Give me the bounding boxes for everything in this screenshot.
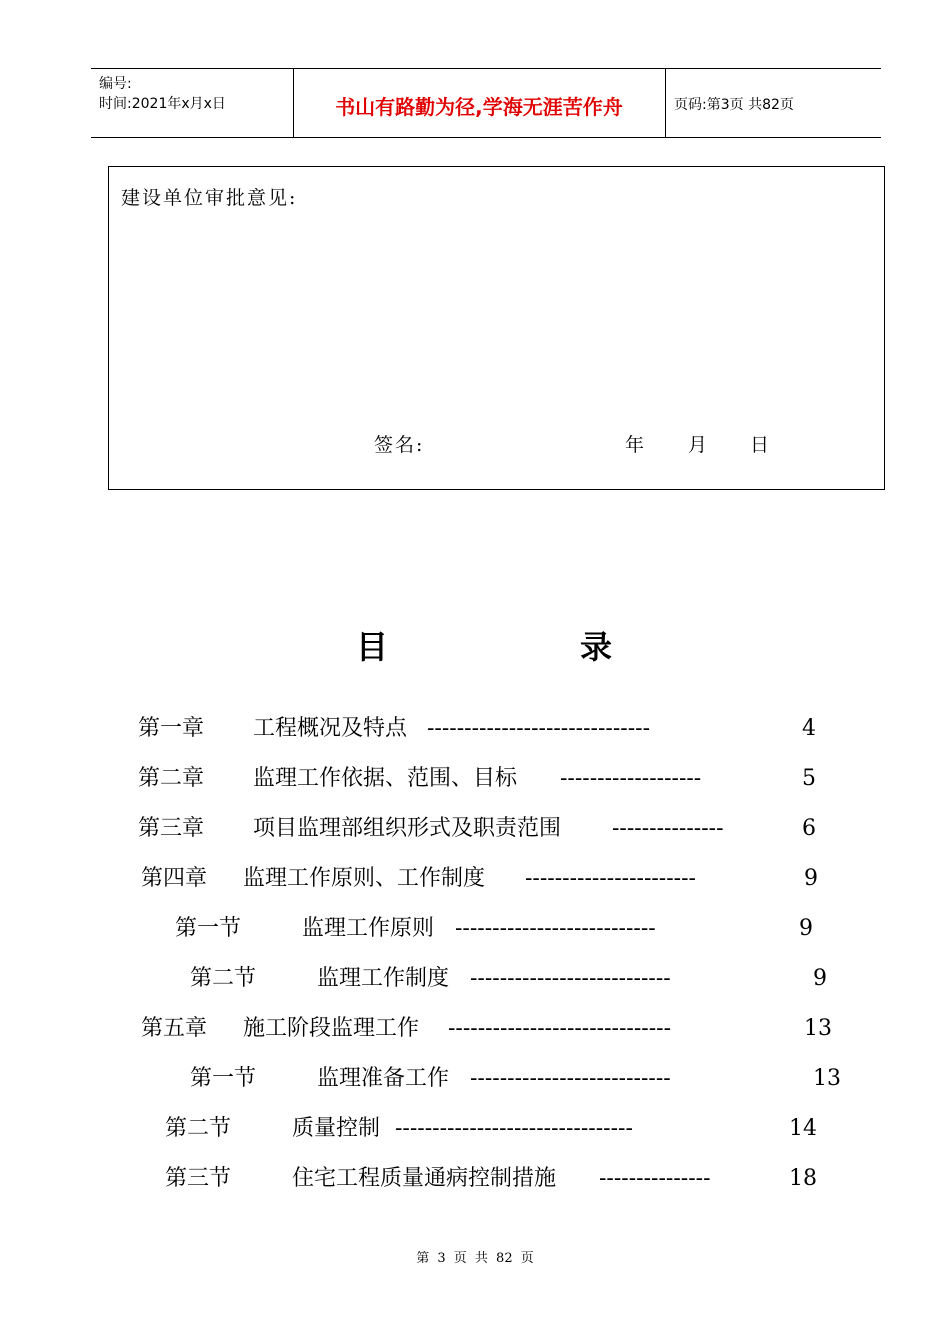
page-label: 页码:第3页 共82页 xyxy=(674,97,794,113)
toc-page: 5 xyxy=(802,766,816,791)
toc-title: 项目监理部组织形式及职责范围 xyxy=(253,816,562,841)
toc-page: 9 xyxy=(799,916,813,941)
header-motto-cell xyxy=(293,69,666,137)
toc-leader: ------------------------------ xyxy=(448,1016,672,1041)
toc-chapter: 第一节 xyxy=(190,1066,257,1091)
motto: 书山有路勤为径,学海无涯苦作舟 xyxy=(335,95,623,119)
toc-leader: -------------------------------- xyxy=(395,1116,633,1141)
approval-label: 建设单位审批意见: xyxy=(121,187,298,209)
toc-title: 施工阶段监理工作 xyxy=(243,1016,420,1041)
header-page-cell xyxy=(666,69,881,137)
toc-title-right: 录 xyxy=(580,628,613,666)
toc-page: 14 xyxy=(789,1116,817,1141)
toc-title: 住宅工程质量通病控制措施 xyxy=(292,1166,557,1191)
toc-page: 9 xyxy=(813,966,827,991)
toc-chapter: 第二章 xyxy=(138,766,205,791)
page-header xyxy=(91,68,881,138)
toc-leader: ------------------- xyxy=(560,766,702,791)
toc-leader: --------------------------- xyxy=(470,966,671,991)
page-footer: 第 3 页 共 82 页 xyxy=(416,1251,534,1266)
toc-page: 13 xyxy=(804,1016,832,1041)
month-label: 月 xyxy=(688,434,708,456)
toc-leader: ------------------------------ xyxy=(427,716,651,741)
toc-leader: ----------------------- xyxy=(525,866,696,891)
toc-chapter: 第二节 xyxy=(190,966,257,991)
toc-page: 13 xyxy=(813,1066,841,1091)
toc-leader: --------------- xyxy=(612,816,724,841)
toc-leader: --------------- xyxy=(599,1166,711,1191)
year-label: 年 xyxy=(625,434,645,456)
approval-box xyxy=(108,166,885,490)
toc-title: 质量控制 xyxy=(292,1116,381,1141)
toc-page: 6 xyxy=(802,816,816,841)
signature-label: 签名: xyxy=(374,434,425,456)
toc-page: 18 xyxy=(789,1166,817,1191)
toc-title: 监理准备工作 xyxy=(317,1066,450,1091)
toc-chapter: 第三章 xyxy=(138,816,205,841)
header-info-cell xyxy=(91,69,294,137)
toc-chapter: 第一节 xyxy=(175,916,242,941)
toc-title: 监理工作依据、范围、目标 xyxy=(253,766,518,791)
toc-page: 4 xyxy=(802,716,816,741)
toc-page: 9 xyxy=(804,866,818,891)
toc-title: 工程概况及特点 xyxy=(253,716,408,741)
toc-chapter: 第一章 xyxy=(138,716,205,741)
time-label: 时间:2021年x月x日 xyxy=(99,96,226,112)
number-label: 编号: xyxy=(99,76,132,92)
toc-chapter: 第三节 xyxy=(165,1166,232,1191)
toc-leader: --------------------------- xyxy=(455,916,656,941)
toc-chapter: 第二节 xyxy=(165,1116,232,1141)
toc-title: 监理工作原则、工作制度 xyxy=(243,866,486,891)
day-label: 日 xyxy=(750,434,770,456)
toc-title: 监理工作原则 xyxy=(302,916,435,941)
toc-leader: --------------------------- xyxy=(470,1066,671,1091)
toc-title-left: 目 xyxy=(356,628,389,666)
toc-chapter: 第四章 xyxy=(141,866,208,891)
toc-title: 监理工作制度 xyxy=(317,966,450,991)
toc-chapter: 第五章 xyxy=(141,1016,208,1041)
